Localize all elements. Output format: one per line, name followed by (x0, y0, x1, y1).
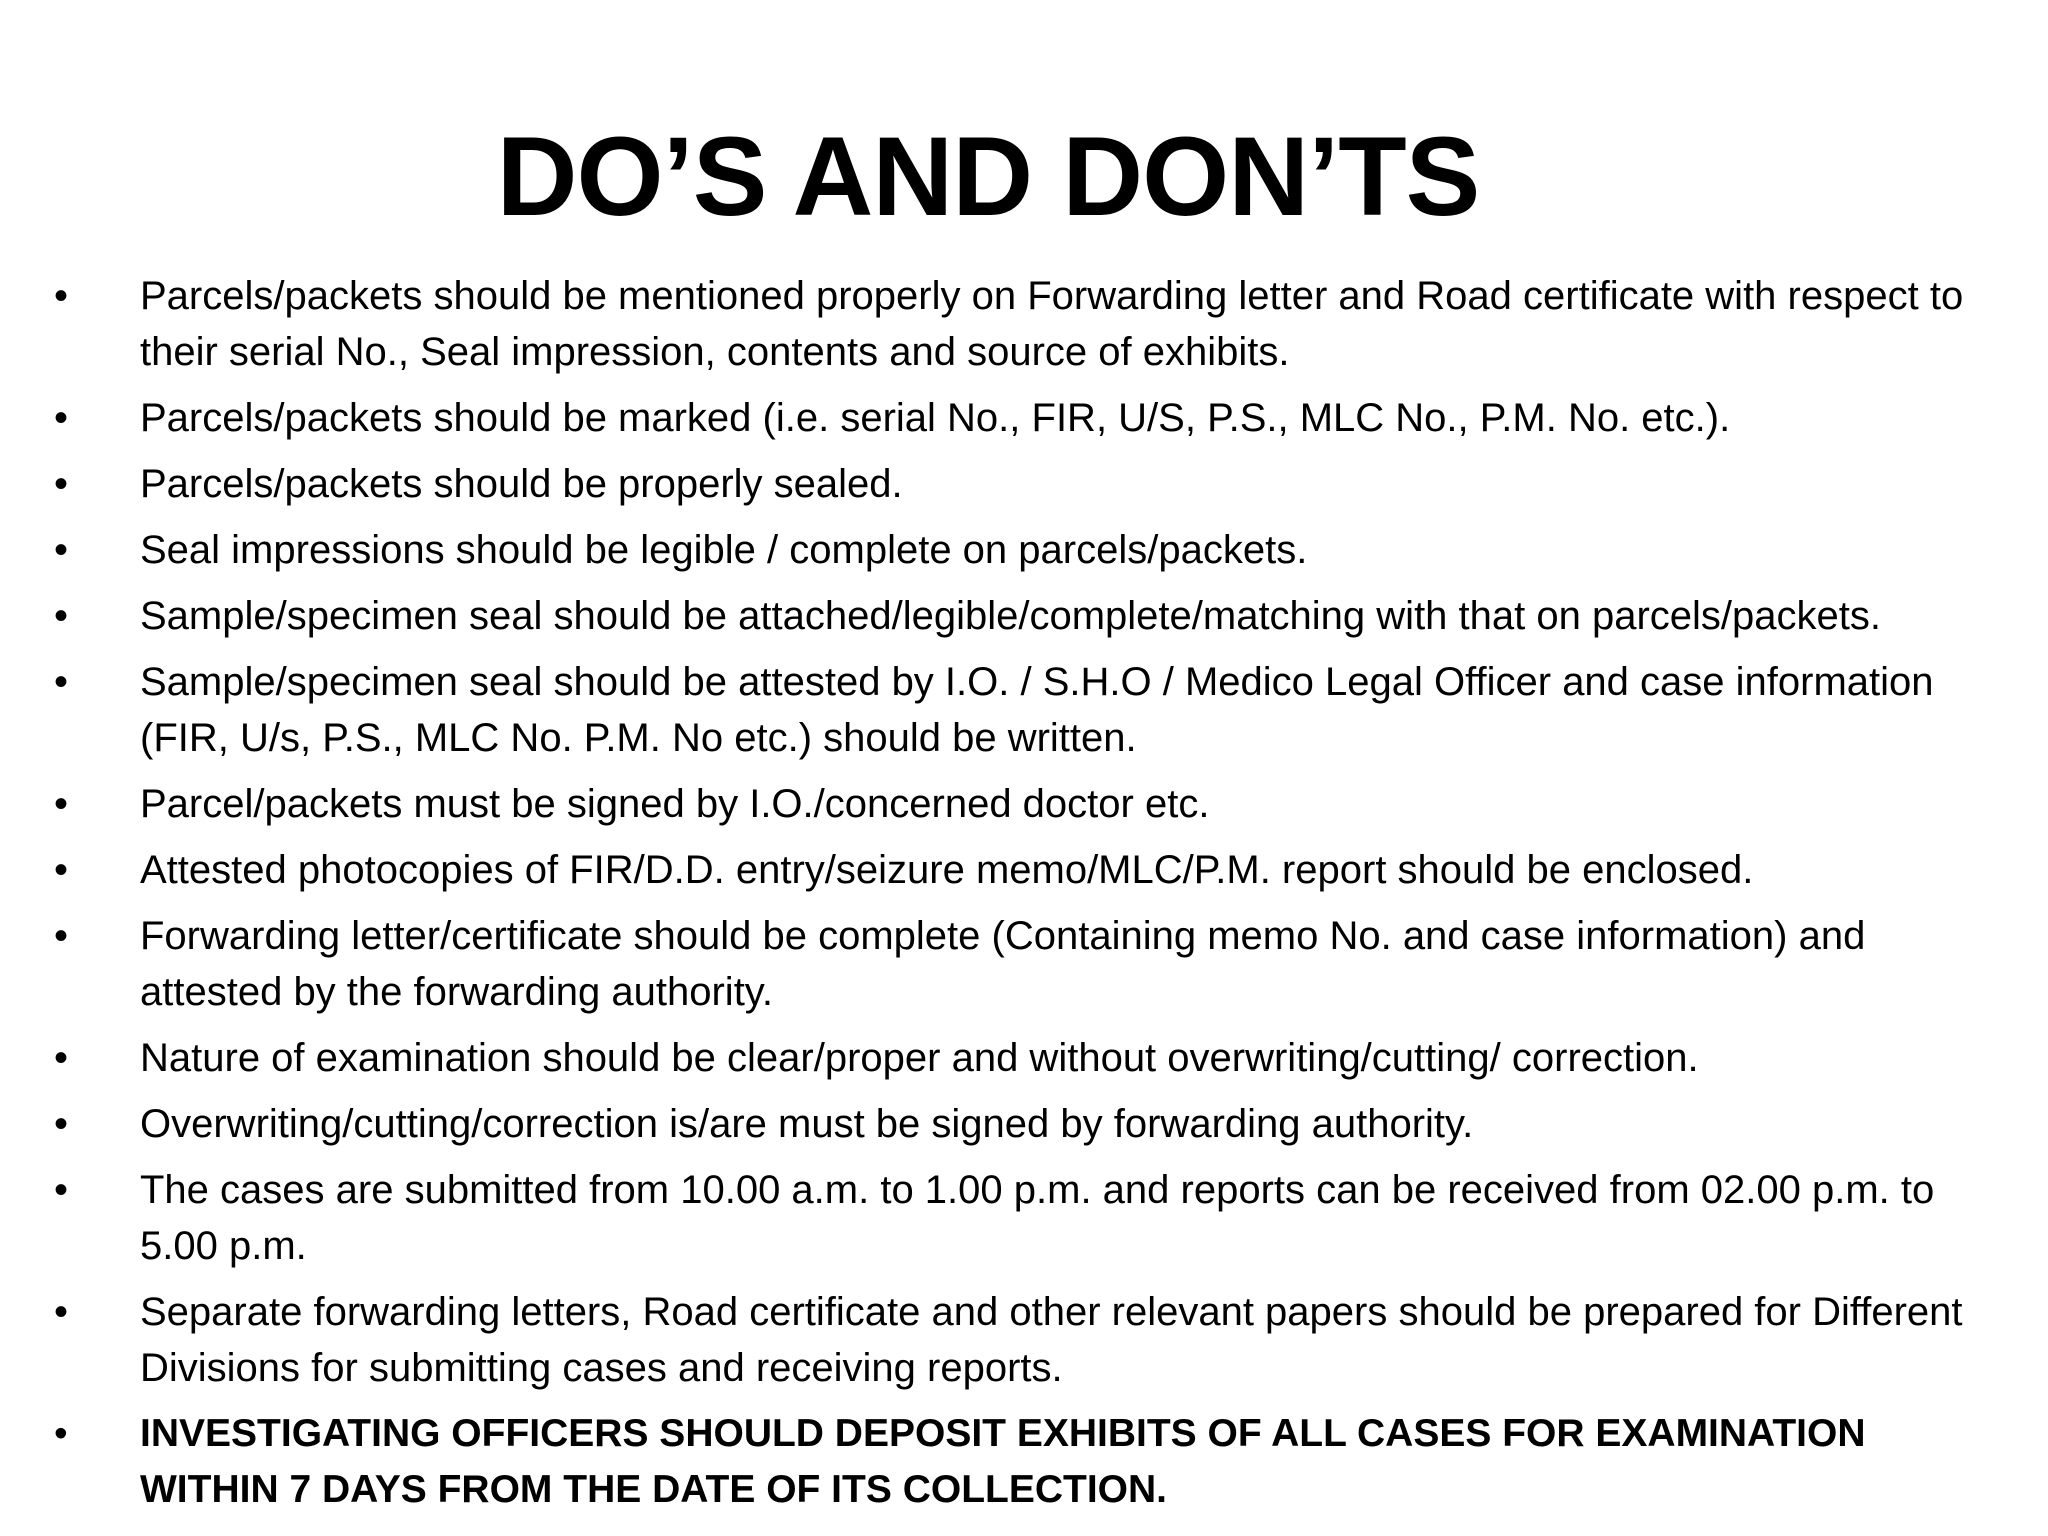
list-item-text: Seal impressions should be legible / complete on parcels/packets. (140, 528, 1308, 572)
bullet-list (54, 268, 2014, 1528)
bullet-icon: • (54, 1168, 69, 1212)
bullet-icon: • (54, 462, 69, 506)
list-item-text: Separate forwarding letters, Road certificate and other relevant papers should be prepared for Different Divisions for submitting cases and receiving reports. (140, 1290, 1963, 1390)
list-item (54, 1030, 2014, 1086)
list-item-text: Nature of examination should be clear/proper and without overwriting/cutting/ correction. (140, 1036, 1699, 1080)
bullet-icon: • (54, 274, 69, 318)
list-item-text: Forwarding letter/certificate should be complete (Containing memo No. and case information) and attested by the forwarding authority. (140, 914, 1866, 1014)
bullet-icon: • (54, 1036, 69, 1080)
bullet-icon: • (54, 594, 69, 638)
bullet-icon: • (54, 914, 69, 958)
list-item (54, 776, 2014, 832)
list-item (54, 588, 2014, 644)
list-item-emphasis (54, 1406, 2014, 1518)
bullet-icon: • (54, 396, 69, 440)
list-item-text: Attested photocopies of FIR/D.D. entry/seizure memo/MLC/P.M. report should be enclosed. (140, 848, 1754, 892)
list-item-text: INVESTIGATING OFFICERS SHOULD DEPOSIT EXHIBITS OF ALL CASES FOR EXAMINATION WITHIN 7 DAYS FROM THE DATE OF ITS COLLECTION. (140, 1412, 1866, 1511)
list-item (54, 390, 2014, 446)
bullet-icon: • (54, 1102, 69, 1146)
list-item (54, 654, 2014, 766)
list-item (54, 1162, 2014, 1274)
list-item (54, 1284, 2014, 1396)
list-item (54, 522, 2014, 578)
list-item-text: Parcels/packets should be mentioned properly on Forwarding letter and Road certificate with respect to their serial No., Seal impression, contents and source of exhibits. (140, 274, 1964, 374)
list-item (54, 842, 2014, 898)
bullet-icon: • (54, 1290, 69, 1334)
slide-title: DO’S AND DON’TS (496, 114, 1480, 239)
list-item-text: Parcels/packets should be marked (i.e. serial No., FIR, U/S, P.S., MLC No., P.M. No. etc.). (140, 396, 1731, 440)
bullet-icon: • (54, 1412, 68, 1455)
list-item-text: Parcels/packets should be properly sealed. (140, 462, 903, 506)
list-item-text: Sample/specimen seal should be attested by I.O. / S.H.O / Medico Legal Officer and case information (FIR, U/s, P.S., MLC No. P.M. No etc.) should be written. (140, 660, 1934, 760)
bullet-icon: • (54, 782, 69, 826)
bullet-icon: • (54, 528, 69, 572)
bullet-icon: • (54, 848, 69, 892)
list-item (54, 268, 2014, 380)
list-item (54, 1096, 2014, 1152)
list-item-text: Sample/specimen seal should be attached/legible/complete/matching with that on parcels/packets. (140, 594, 1881, 638)
bullet-icon: • (54, 660, 69, 704)
list-item-text: Overwriting/cutting/correction is/are must be signed by forwarding authority. (140, 1102, 1474, 1146)
list-item (54, 456, 2014, 512)
list-item (54, 908, 2014, 1020)
list-item-text: The cases are submitted from 10.00 a.m. to 1.00 p.m. and reports can be received from 02.00 p.m. to 5.00 p.m. (140, 1168, 1935, 1268)
list-item-text: Parcel/packets must be signed by I.O./concerned doctor etc. (140, 782, 1210, 826)
